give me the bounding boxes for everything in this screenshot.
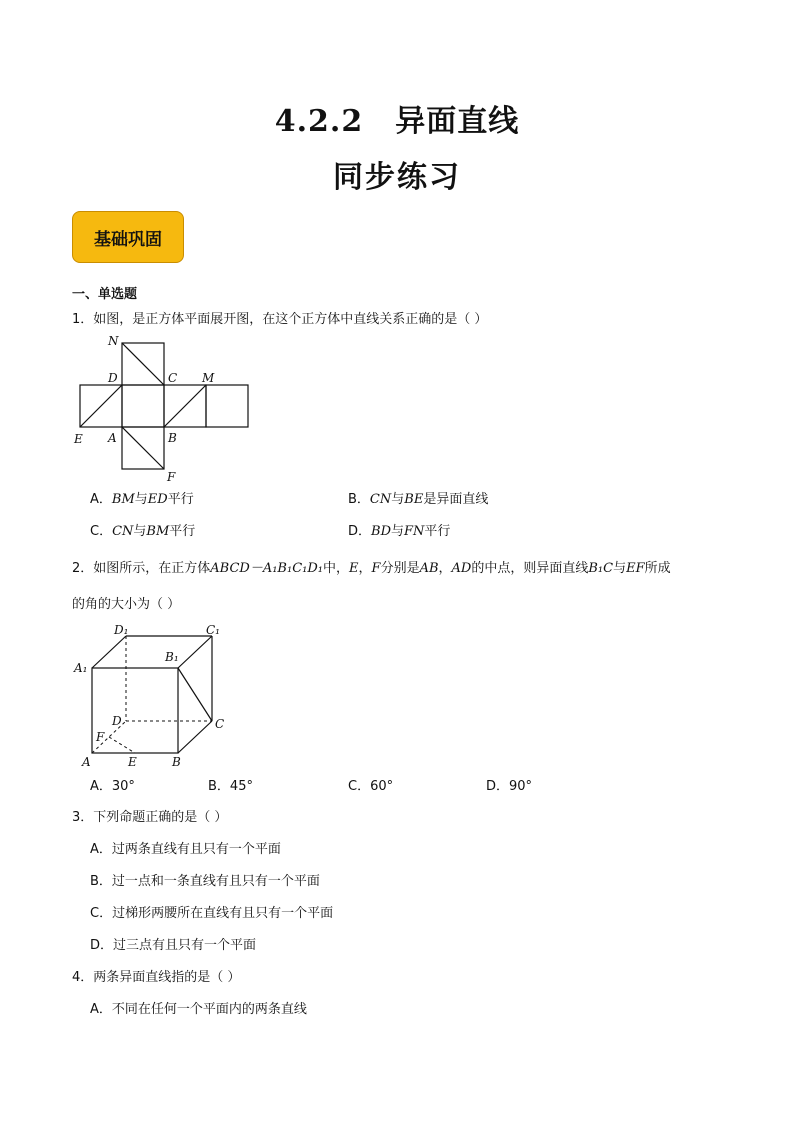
label-d1: D₁ [114, 623, 129, 637]
q1-option-b[interactable]: B．CN与BE是异面直线 [348, 492, 489, 507]
label-b: B [168, 431, 177, 445]
document-subtitle: 同步练习 [333, 160, 461, 195]
q2-option-c[interactable]: C．60° [348, 779, 394, 794]
label-c1: C₁ [206, 623, 220, 637]
q3-option-d[interactable]: D．过三点有且只有一个平面 [90, 938, 257, 953]
label-e: E [74, 432, 83, 446]
q3-option-c[interactable]: C．过梯形两腰所在直线有且只有一个平面 [90, 906, 334, 921]
label-c: C [168, 371, 178, 385]
label-f: F [167, 470, 176, 484]
q1-option-c[interactable]: C．CN与BM平行 [90, 524, 196, 539]
label-n: N [108, 335, 119, 348]
label-c: C [215, 717, 225, 731]
cube-diagram [70, 618, 230, 773]
q2-option-d[interactable]: D．90° [486, 779, 533, 794]
label-d: D [112, 714, 122, 728]
q1-option-d[interactable]: D．BD与FN平行 [348, 524, 451, 539]
section-heading: 一、单选题 [72, 287, 138, 302]
cube-net-diagram [70, 335, 260, 485]
q2-option-b[interactable]: B．45° [208, 779, 253, 794]
question-4-stem: 4．两条异面直线指的是（ ） [72, 970, 241, 985]
basic-consolidation-badge: 基础巩固 [72, 211, 184, 263]
q1-option-a[interactable]: A．BM与ED平行 [90, 492, 194, 507]
q3-option-b[interactable]: B．过一点和一条直线有且只有一个平面 [90, 874, 320, 889]
topic-title: 异面直线 [395, 104, 520, 139]
label-b1: B₁ [165, 650, 179, 664]
section-number: 4.2.2 [274, 104, 364, 139]
label-b: B [172, 755, 181, 769]
label-a1: A₁ [74, 661, 88, 675]
question-3-stem: 3．下列命题正确的是（ ） [72, 810, 228, 825]
label-m: M [202, 371, 215, 385]
label-d: D [108, 371, 118, 385]
q3-option-a[interactable]: A．过两条直线有且只有一个平面 [90, 842, 281, 857]
question-1-stem: 1．如图，是正方体平面展开图，在这个正方体中直线关系正确的是（ ） [72, 312, 488, 327]
label-e: E [128, 755, 137, 769]
q4-option-a[interactable]: A．不同在任何一个平面内的两条直线 [90, 1002, 307, 1017]
document-title [0, 96, 794, 140]
question-2-stem-line1: 2．如图所示，在正方体ABCD－A₁B₁C₁D₁中，E，F分别是AB，AD的中点，则异面直线B₁C与EF所成 [72, 561, 671, 576]
question-2-stem-line2: 的角的大小为（ ） [72, 597, 181, 612]
q2-option-a[interactable]: A．30° [90, 779, 135, 794]
label-f: F [96, 730, 105, 744]
label-a: A [82, 755, 91, 769]
label-a: A [108, 431, 117, 445]
